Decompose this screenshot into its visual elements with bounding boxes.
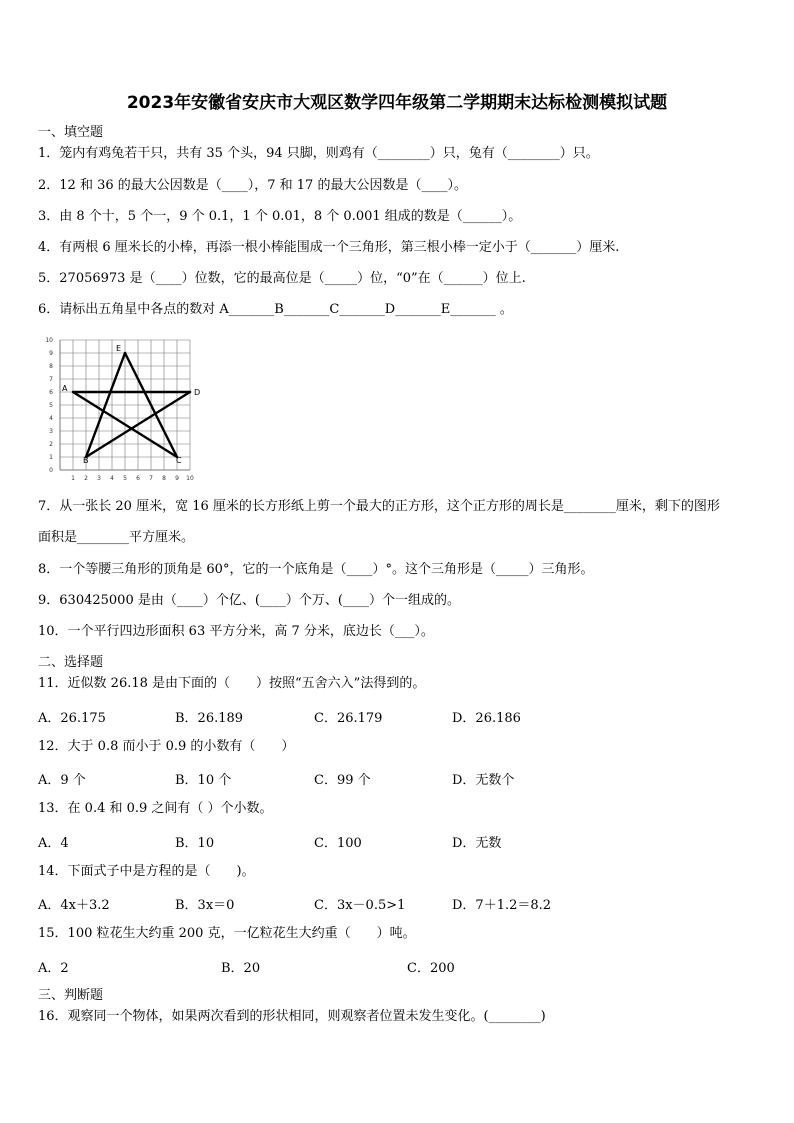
q13-option-b: B．10 bbox=[175, 836, 215, 851]
q12-option-c: C．99 个 bbox=[314, 773, 371, 788]
q14-option-a: A．4x＋3.2 bbox=[38, 898, 110, 913]
point-label-b: B bbox=[83, 456, 89, 465]
y-tick-label: 10 bbox=[45, 337, 53, 344]
q15-option-b: B．20 bbox=[221, 961, 261, 976]
q14-option-c: C．3x－0.5>1 bbox=[314, 898, 406, 913]
point-label-c: C bbox=[176, 456, 182, 465]
question-15: 15．100 粒花生大约重 200 克，一亿粒花生大约重（ ）吨。 bbox=[38, 926, 416, 941]
question-3: 3．由 8 个十，5 个一，9 个 0.1，1 个 0.01，8 个 0.001 组成的数是（______）。 bbox=[38, 209, 522, 224]
question-1: 1．笼内有鸡兔若干只，共有 35 个头，94 只脚，则鸡有（________）只，兔有（________）只。 bbox=[38, 146, 599, 161]
y-tick-label: 7 bbox=[49, 376, 53, 383]
section-heading-true-false: 三、判断题 bbox=[38, 988, 104, 1003]
y-tick-label: 8 bbox=[49, 363, 53, 370]
question-2: 2．12 和 36 的最大公因数是（____），7 和 17 的最大公因数是（____）。 bbox=[38, 178, 467, 193]
x-tick-label: 3 bbox=[97, 475, 101, 482]
question-10: 10．一个平行四边形面积 63 平方分米，高 7 分米，底边长（___）。 bbox=[38, 624, 434, 639]
section-heading-multiple-choice: 二、选择题 bbox=[38, 655, 104, 670]
question-4: 4．有两根 6 厘米长的小棒，再添一根小棒能围成一个三角形，第三根小棒一定小于（_______）厘米. bbox=[38, 240, 620, 255]
question-12: 12．大于 0.8 而小于 0.9 的小数有（ ） bbox=[38, 739, 295, 754]
point-label-d: D bbox=[194, 388, 201, 397]
page-title: 2023年安徽省安庆市大观区数学四年级第二学期期末达标检测模拟试题 bbox=[126, 93, 668, 113]
q14-option-d: D．7＋1.2＝8.2 bbox=[452, 898, 552, 913]
y-tick-label: 6 bbox=[49, 389, 53, 396]
question-14: 14．下面式子中是方程的是（ )。 bbox=[38, 864, 255, 879]
point-label-e: E bbox=[116, 344, 122, 353]
question-7-line-1: 7．从一张长 20 厘米，宽 16 厘米的长方形纸上剪一个最大的正方形，这个正方形的周长是________厘米，剩下的图形 bbox=[38, 499, 720, 514]
question-8: 8．一个等腰三角形的顶角是 60°，它的一个底角是（____）°。这个三角形是（_____）三角形。 bbox=[38, 562, 594, 577]
q13-option-c: C．100 bbox=[314, 836, 362, 851]
y-tick-label: 4 bbox=[49, 415, 53, 422]
y-tick-label: 9 bbox=[49, 350, 53, 357]
section-heading-fill-blank: 一、填空题 bbox=[38, 125, 104, 140]
x-tick-label: 2 bbox=[84, 475, 88, 482]
x-tick-label: 7 bbox=[149, 475, 153, 482]
q15-option-a: A．2 bbox=[38, 961, 69, 976]
x-tick-label: 10 bbox=[186, 475, 194, 482]
question-5: 5．27056973 是（____）位数，它的最高位是（_____）位，“0”在（______）位上. bbox=[38, 271, 526, 286]
question-11: 11．近似数 26.18 是由下面的（ ）按照“五舍六入”法得到的。 bbox=[38, 676, 426, 691]
y-tick-label: 5 bbox=[49, 402, 53, 409]
q12-option-d: D．无数个 bbox=[452, 773, 515, 788]
y-tick-label: 0 bbox=[49, 467, 53, 474]
q15-option-c: C．200 bbox=[407, 961, 455, 976]
q13-option-d: D．无数 bbox=[452, 836, 502, 851]
question-7-line-2: 面积是________平方厘米。 bbox=[38, 530, 195, 545]
q12-option-b: B．10 个 bbox=[175, 773, 232, 788]
x-tick-label: 6 bbox=[136, 475, 140, 482]
y-tick-label: 2 bbox=[49, 441, 53, 448]
x-tick-label: 5 bbox=[123, 475, 127, 482]
q11-option-d: D．26.186 bbox=[452, 711, 521, 726]
question-16: 16．观察同一个物体，如果两次看到的形状相同，则观察者位置未发生变化。(________) bbox=[38, 1009, 546, 1024]
x-tick-label: 8 bbox=[162, 475, 166, 482]
star-grid-figure bbox=[34, 330, 240, 490]
q12-option-a: A．9 个 bbox=[38, 773, 86, 788]
q11-option-b: B．26.189 bbox=[175, 711, 244, 726]
question-6: 6．请标出五角星中各点的数对 A_______B_______C_______D_______E_______ 。 bbox=[38, 302, 513, 317]
question-9: 9．630425000 是由（____）个亿、(____）个万、(____）个一组成的。 bbox=[38, 593, 460, 608]
axis-tick-labels bbox=[45, 337, 194, 482]
x-tick-label: 9 bbox=[175, 475, 179, 482]
q14-option-b: B．3x＝0 bbox=[175, 898, 235, 913]
y-tick-label: 3 bbox=[49, 428, 53, 435]
q11-option-c: C．26.179 bbox=[314, 711, 383, 726]
y-tick-label: 1 bbox=[49, 454, 53, 461]
q13-option-a: A．4 bbox=[38, 836, 69, 851]
point-label-a: A bbox=[62, 384, 68, 393]
question-13: 13．在 0.4 和 0.9 之间有（ ）个小数。 bbox=[38, 801, 273, 816]
q11-option-a: A．26.175 bbox=[38, 711, 106, 726]
x-tick-label: 4 bbox=[110, 475, 114, 482]
x-tick-label: 1 bbox=[71, 475, 75, 482]
star-point-labels bbox=[62, 344, 200, 465]
